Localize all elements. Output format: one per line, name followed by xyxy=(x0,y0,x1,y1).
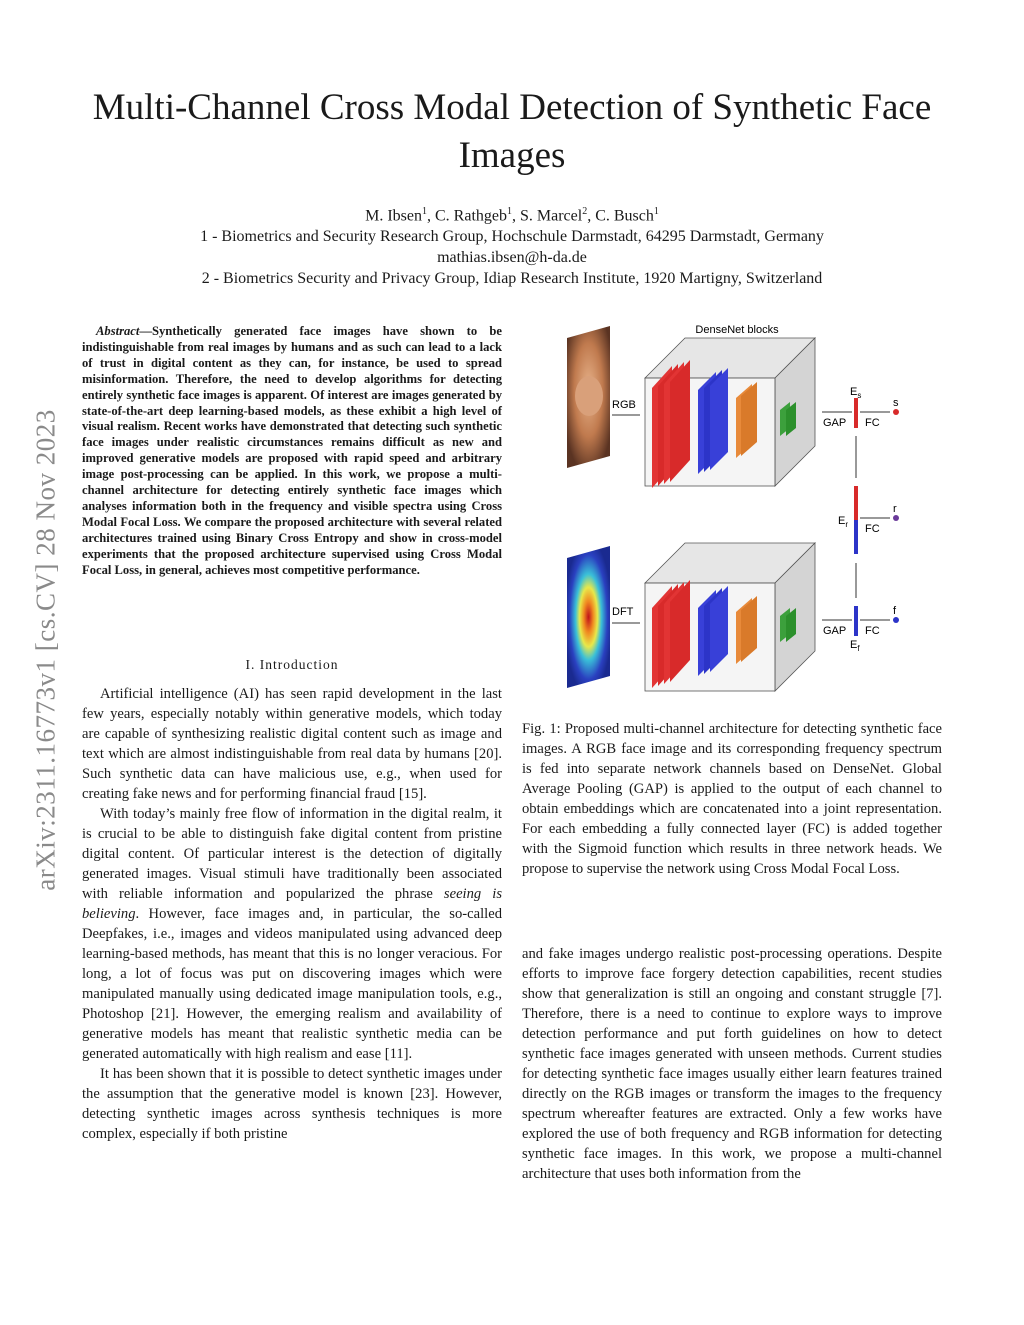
fc-label: FC xyxy=(865,625,880,637)
author-list: M. Ibsen$^1$, C. Rathgeb$^1$, S. Marcel$^2$, C. Busch$^1$ xyxy=(365,206,659,225)
dft-label: DFT xyxy=(612,606,634,618)
output-node-s xyxy=(893,409,899,415)
dft-spectrum-image xyxy=(567,546,610,688)
author-name: M. Ibsen xyxy=(365,207,422,225)
densenet-label: DenseNet blocks xyxy=(695,324,779,336)
embedding-er-dft xyxy=(854,520,858,554)
section-heading: I. Introduction xyxy=(245,657,339,672)
er-label: $E_r$ xyxy=(838,515,849,529)
fc-label: FC xyxy=(865,417,880,429)
affiliation-2: 2 - Biometrics Security and Privacy Group, Idiap Research Institute, 1920 Martigny, Switzerland xyxy=(201,270,823,288)
author-name: C. Rathgeb xyxy=(435,207,507,225)
abstract-lead: Abstract xyxy=(96,324,140,338)
output-f-label: f xyxy=(893,605,897,617)
paragraph: It has been shown that it is possible to detect synthetic images under the assumption that the generative model is known [23]. However, detecting synthetic images across synthesis techniques is more complex, especially if both pristine xyxy=(82,1066,502,1142)
architecture-figure xyxy=(540,318,940,710)
embedding-ef xyxy=(854,606,858,636)
author-name: S. Marcel xyxy=(520,207,583,225)
arxiv-id: arXiv:2311.16773v1 [cs.CV] 28 Nov 2023 xyxy=(30,409,61,891)
output-r-label: r xyxy=(893,503,897,515)
face-image xyxy=(575,376,603,416)
intro-column xyxy=(82,684,502,1144)
gap-label: GAP xyxy=(823,625,847,637)
author-name: C. Busch xyxy=(595,207,654,225)
paragraph: Artificial intelligence (AI) has seen rapid development in the last few years, especially notably within generative models, which today are capable of synthesizing realistic digital content such as image and text which are almost indistinguishable from real data by humans [20]. Such synthetic data can have malicious use, e.g., when used for creating fake news and for performing financial fraud [15]. xyxy=(82,686,502,802)
abstract-text: —Synthetically generated face images have shown to be indistinguishable from real images by humans and as such can lead to a lack of trust in digital content as they can, for instance, be used to spread misinformation. Therefore, the need to develop algorithms for detecting entirely synthetic face images is apparent. Of interest are images generated by state-of-the-art deep learning-based models, as these exhibit a high level of visual realism. Recent works have demonstrated that detecting such synthetic face images under realistic circumstances remains difficult as new and improved generative models are proposed with rapid speed and arbitrary image post-processing can be applied. In this work, we propose a multi-channel architecture for detecting entirely synthetic face images which analyses information both in the frequency and visible spectra using Cross Modal Focal Loss. We compare the proposed architecture with several related architectures trained using Binary Cross Entropy and show in cross-model experiments that the proposed architecture supervised using Cross Modal Focal Loss, in general, achieves most competitive performance. xyxy=(82,324,502,577)
fc-label: FC xyxy=(865,523,880,535)
embedding-er-rgb xyxy=(854,486,858,520)
output-node-r xyxy=(893,515,899,521)
figure-caption: Fig. 1: Proposed multi-channel architecture for detecting synthetic face images. A RGB face image and its corresponding frequency spectrum is fed into separate network channels based on DenseNet. Global Average Pooling (GAP) is applied to the output of each channel to obtain embeddings which are concatenated into a joint representation. For each embedding a fully connected layer (FC) is added together with the Sigmoid function which results in three network heads. We propose to supervise the network using Cross Modal Focal Loss. xyxy=(522,721,942,877)
rgb-label: RGB xyxy=(612,399,636,411)
affiliation-1: 1 - Biometrics and Security Research Group, Hochschule Darmstadt, 64295 Darmstadt, Germany xyxy=(200,228,824,246)
gap-label: GAP xyxy=(823,417,847,429)
es-label: $E_s$ xyxy=(850,386,862,400)
paragraph: With today’s mainly free flow of information in the digital realm, it is crucial to be able to distinguish fake digital content from pristine digital content. Of particular interest is the detection of digitally generated images. Visual stimuli have traditionally been associated with reliable information and popularized the phrase seeing is believing. However, face images and, in particular, the so-called Deepfakes, i.e., images and videos manipulated using advanced deep learning-based methods, has meant that this is no longer veracious. For long, a lot of focus was put on discovering images which were manipulated manually using dedicated image manipulation tools, e.g., Photoshop [21]. However, the emerging realism and availability of generative models has meant that realistic synthetic media can be generated automatically with high realism and ease [11]. xyxy=(82,806,503,1062)
paper-title: Multi-Channel Cross Modal Detection of Synthetic Face Images xyxy=(92,87,932,176)
paragraph: and fake images undergo realistic post-processing operations. Despite efforts to improve face forgery detection capabilities, recent studies show that generalization is still an ongoing and constant struggle [7]. Therefore, there is a need to continue to explore ways to improve detection performance and put forth guidelines on how to detect synthetic face images generated with unseen methods. Current studies for detecting synthetic face images usually either learn features trained directly on the RGB images or transform the images to the frequency spectrum whereafter features are extracted. Only a few works have explored the use of both frequency and RGB information for detecting synthetic face images. In this work, we propose a multi-channel architecture that uses both information from the xyxy=(522,946,942,1182)
output-node-f xyxy=(893,617,899,623)
embedding-es xyxy=(854,398,858,428)
output-s-label: s xyxy=(893,397,899,409)
author-email[interactable]: mathias.ibsen@h-da.de xyxy=(437,249,587,267)
author-block xyxy=(80,201,944,289)
right-column xyxy=(522,944,942,1184)
ef-label: $E_f$ xyxy=(850,639,860,653)
arxiv-stamp xyxy=(14,340,78,960)
abstract xyxy=(82,324,502,579)
